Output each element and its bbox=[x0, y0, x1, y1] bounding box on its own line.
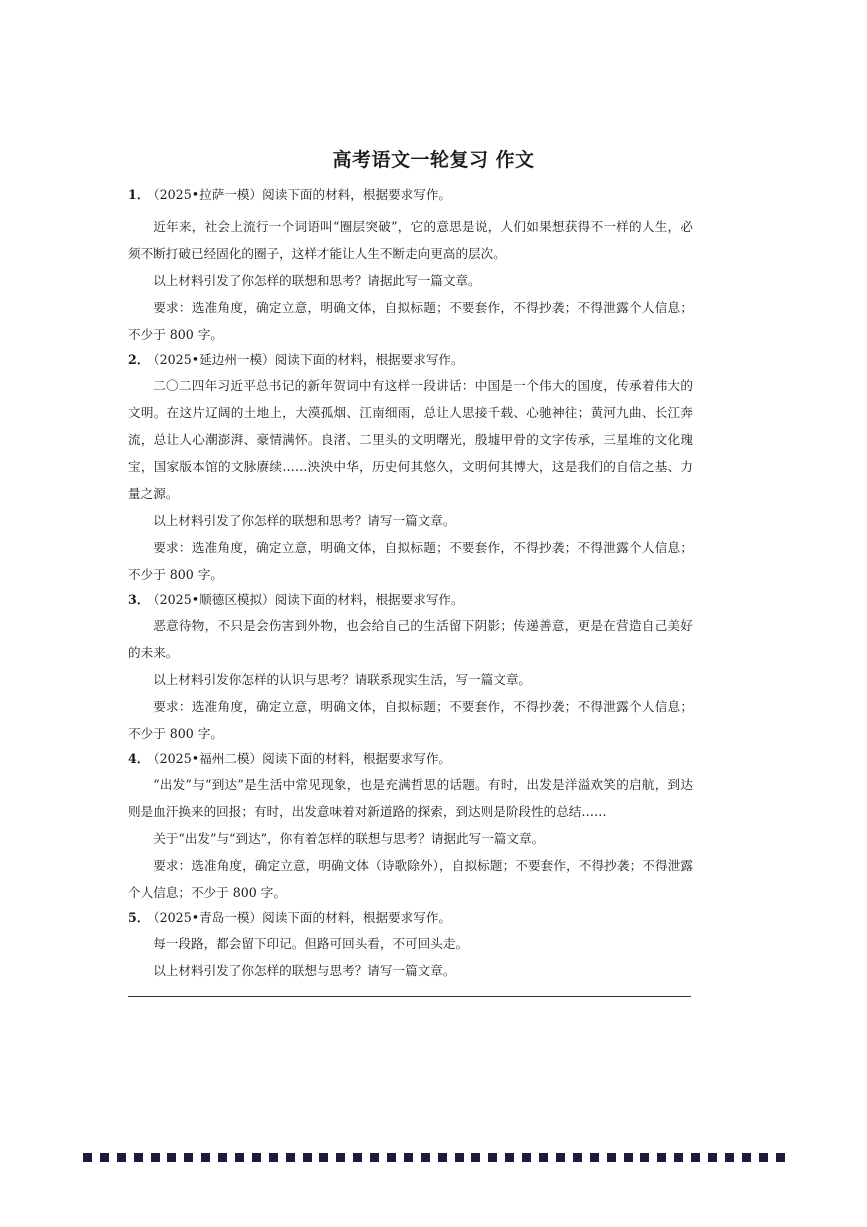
decorative-square-icon bbox=[134, 1153, 143, 1162]
decorative-square-icon bbox=[167, 1153, 176, 1162]
decorative-square-icon bbox=[776, 1153, 785, 1162]
question-list bbox=[128, 183, 693, 984]
decorative-square-icon bbox=[184, 1153, 193, 1162]
decorative-square-icon bbox=[640, 1153, 649, 1162]
decorative-square-icon bbox=[742, 1153, 751, 1162]
question-header bbox=[128, 183, 693, 207]
prompt-paragraph: 以上材料引发你怎样的认识与思考？请联系现实生活，写一篇文章。 bbox=[153, 672, 531, 687]
decorative-square-icon bbox=[370, 1153, 379, 1162]
decorative-square-icon bbox=[759, 1153, 768, 1162]
decorative-square-icon bbox=[708, 1153, 717, 1162]
prompt-paragraph: 以上材料引发了你怎样的联想和思考？请写一篇文章。 bbox=[153, 513, 456, 528]
decorative-square-icon bbox=[269, 1153, 278, 1162]
question-5 bbox=[128, 906, 693, 984]
material-paragraph: 每一段路，都会留下印记。但路可回头看，不可回头走。 bbox=[153, 936, 469, 951]
decorative-square-icon bbox=[556, 1153, 565, 1162]
section-divider bbox=[128, 996, 691, 997]
decorative-square-icon bbox=[607, 1153, 616, 1162]
question-number: 3． bbox=[128, 592, 150, 607]
question-header bbox=[128, 348, 693, 372]
question-header bbox=[128, 588, 693, 612]
question-source: （2025•顺德区模拟）阅读下面的材料，根据要求写作。 bbox=[153, 592, 464, 607]
decorative-square-icon bbox=[471, 1153, 480, 1162]
decorative-square-icon bbox=[83, 1153, 92, 1162]
decorative-square-icon bbox=[573, 1153, 582, 1162]
decorative-square-icon bbox=[252, 1153, 261, 1162]
decorative-square-icon bbox=[674, 1153, 683, 1162]
decorative-square-icon bbox=[624, 1153, 633, 1162]
decorative-dot-border bbox=[83, 1153, 785, 1162]
material-paragraph: “出发”与“到达”是生活中常见现象，也是充满哲思的话题。有时，出发是洋溢欢笑的启航，到达则是血汗换来的回报；有时，出发意味着对新道路的探索，到达则是阶段性的总结…… bbox=[128, 777, 693, 819]
decorative-square-icon bbox=[235, 1153, 244, 1162]
decorative-square-icon bbox=[201, 1153, 210, 1162]
decorative-square-icon bbox=[404, 1153, 413, 1162]
decorative-square-icon bbox=[336, 1153, 345, 1162]
requirements-paragraph: 要求：选准角度，确定立意，明确文体（诗歌除外），自拟标题；不要套作，不得抄袭；不得泄露个人信息；不少于 800 字。 bbox=[128, 858, 693, 900]
material-paragraph: 恶意待物，不只是会伤害到外物，也会给自己的生活留下阴影；传递善意，更是在营造自己美好的未来。 bbox=[128, 618, 693, 660]
decorative-square-icon bbox=[455, 1153, 464, 1162]
prompt-paragraph: 以上材料引发了你怎样的联想和思考？请据此写一篇文章。 bbox=[153, 273, 481, 288]
decorative-square-icon bbox=[286, 1153, 295, 1162]
page-title: 高考语文一轮复习 作文 bbox=[332, 149, 535, 171]
decorative-square-icon bbox=[421, 1153, 430, 1162]
prompt-paragraph: 关于“出发”与“到达”，你有着怎样的联想与思考？请据此写一篇文章。 bbox=[153, 831, 545, 846]
question-source: （2025•延边州一模）阅读下面的材料，根据要求写作。 bbox=[153, 352, 464, 367]
decorative-square-icon bbox=[117, 1153, 126, 1162]
decorative-square-icon bbox=[539, 1153, 548, 1162]
decorative-square-icon bbox=[522, 1153, 531, 1162]
requirements-paragraph: 要求：选准角度，确定立意，明确文体，自拟标题；不要套作，不得抄袭；不得泄露个人信息；不少于 800 字。 bbox=[128, 699, 693, 741]
question-number: 1． bbox=[128, 187, 150, 202]
material-paragraph: 近年来，社会上流行一个词语叫“圈层突破”，它的意思是说，人们如果想获得不一样的人生，必须不断打破已经固化的圈子，这样才能让人生不断走向更高的层次。 bbox=[128, 219, 693, 261]
question-number: 2． bbox=[128, 352, 150, 367]
prompt-paragraph: 以上材料引发了你怎样的联想与思考？请写一篇文章。 bbox=[153, 963, 456, 978]
question-3 bbox=[128, 588, 693, 747]
requirements-paragraph: 要求：选准角度，确定立意，明确文体，自拟标题；不要套作，不得抄袭；不得泄露个人信息；不少于 800 字。 bbox=[128, 540, 693, 582]
decorative-square-icon bbox=[218, 1153, 227, 1162]
question-header bbox=[128, 747, 693, 771]
question-2 bbox=[128, 348, 693, 588]
decorative-square-icon bbox=[319, 1153, 328, 1162]
question-source: （2025•拉萨一模）阅读下面的材料，根据要求写作。 bbox=[153, 187, 452, 202]
requirements-paragraph: 要求：选准角度，确定立意，明确文体，自拟标题；不要套作，不得抄袭；不得泄露个人信息；不少于 800 字。 bbox=[128, 300, 693, 342]
material-paragraph: 二〇二四年习近平总书记的新年贺词中有这样一段讲话：中国是一个伟大的国度，传承着伟大的文明。在这片辽阔的土地上，大漠孤烟、江南细雨，总让人思接千载、心驰神往；黄河九曲、长江奔流，总让人心潮澎湃、豪情满怀。良渚、二里头的文明曙光，殷墟甲骨的文字传承，三星堆的文化瑰宝，国家版本馆的文脉赓续……泱泱中华，历史何其悠久，文明何其博大，这是我们的自信之基、力量之源。 bbox=[128, 378, 693, 501]
decorative-square-icon bbox=[438, 1153, 447, 1162]
question-number: 4． bbox=[128, 751, 150, 766]
question-source: （2025•青岛一模）阅读下面的材料，根据要求写作。 bbox=[153, 910, 452, 925]
decorative-square-icon bbox=[353, 1153, 362, 1162]
decorative-square-icon bbox=[387, 1153, 396, 1162]
decorative-square-icon bbox=[590, 1153, 599, 1162]
question-source: （2025•福州二模）阅读下面的材料，根据要求写作。 bbox=[153, 751, 452, 766]
decorative-square-icon bbox=[657, 1153, 666, 1162]
decorative-square-icon bbox=[725, 1153, 734, 1162]
decorative-square-icon bbox=[691, 1153, 700, 1162]
question-number: 5． bbox=[128, 910, 150, 925]
question-4 bbox=[128, 747, 693, 906]
decorative-square-icon bbox=[303, 1153, 312, 1162]
decorative-square-icon bbox=[151, 1153, 160, 1162]
question-header bbox=[128, 906, 693, 930]
decorative-square-icon bbox=[505, 1153, 514, 1162]
decorative-square-icon bbox=[488, 1153, 497, 1162]
question-1 bbox=[128, 183, 693, 348]
decorative-square-icon bbox=[100, 1153, 109, 1162]
